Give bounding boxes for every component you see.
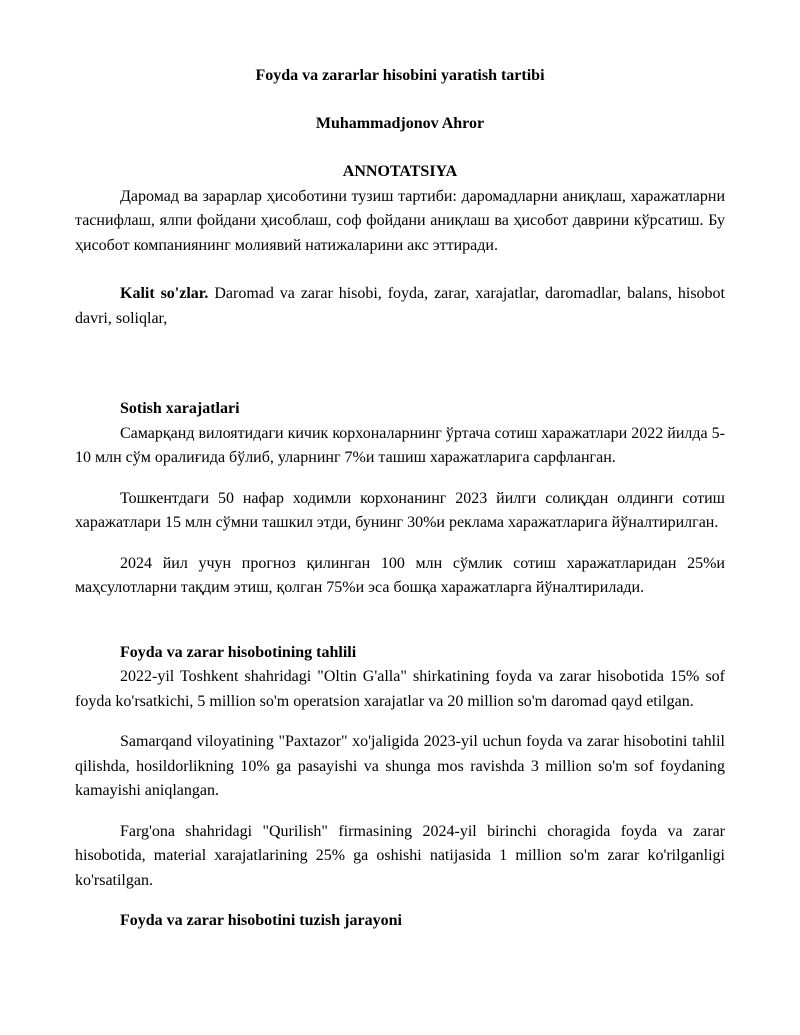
section-paragraph: Самарқанд вилоятидаги кичик корхоналарнинг ўртача сотиш харажатлари 2022 йилда 5-10 млн сўм оралиғида бўлиб, уларнинг 7%и ташиш харажатларига сарфланган. (75, 424, 725, 466)
section-paragraph: Тошкентдаги 50 нафар ходимли корхонанинг 2023 йилги солиқдан олдинги сотиш харажатлари 15 млн сўмни ташкил этди, бунинг 30%и реклама харажатларига йўналтирилган. (75, 489, 725, 531)
document-title: Foyda va zararlar hisobini yaratish tartibi (255, 67, 545, 84)
keywords-text: Daromad va zarar hisobi, foyda, zarar, xarajatlar, daromadlar, balans, hisobot davri, soliqlar, (75, 285, 726, 327)
annotation-text: Даромад ва зарарлар ҳисоботини тузиш тартиби: даромадларни аниқлаш, харажатларни таснифлаш, ялпи фойдани ҳисоблаш, соф фойдани аниқлаш ва ҳисобот даврини кўрсатиш. Бу ҳисобот компаниянинг молиявий натижаларини акс эттиради. (75, 187, 725, 254)
section-heading-jarayon: Foyda va zarar hisobotini tuzish jarayoni (120, 912, 402, 929)
section-heading-sotish: Sotish xarajatlari (120, 400, 240, 417)
section-paragraph: 2022-yil Toshkent shahridagi "Oltin G'alla" shirkatining foyda va zarar hisobotida 15% sof foyda ko'rsatkichi, 5 million so'm operatsion xarajatlar va 20 million so'm daromad qayd etilgan. (75, 668, 725, 710)
author-name: Muhammadjonov Ahror (315, 114, 485, 132)
document-page (75, 60, 725, 934)
section-heading-tahlil: Foyda va zarar hisobotining tahlili (120, 643, 357, 661)
annotation-heading: ANNOTATSIYA (342, 163, 458, 180)
keywords-label: Kalit so'zlar. (120, 285, 209, 302)
section-paragraph: Farg'ona shahridagi "Qurilish" firmasining 2024-yil birinchi choragida foyda va zarar hisobotida, material xarajatlarining 25% ga oshishi natijasida 1 million so'm zarar ko'rilganligi ko'rsatilgan. (75, 822, 725, 889)
section-paragraph: 2024 йил учун прогноз қилинган 100 млн сўмлик сотиш харажатларидан 25%и маҳсулотларни тақдим этиш, қолган 75%и эса бошқа харажатларга йўналтирилади. (75, 554, 725, 596)
keywords-paragraph (75, 282, 725, 331)
section-paragraph: Samarqand viloyatining "Paxtazor" xo'jaligida 2023-yil uchun foyda va zarar hisobotini tahlil qilishda, hosildorlikning 10% ga pasayishi va shunga mos ravishda 3 million so'm sof foydaning kamayishi aniqlangan. (75, 733, 725, 799)
